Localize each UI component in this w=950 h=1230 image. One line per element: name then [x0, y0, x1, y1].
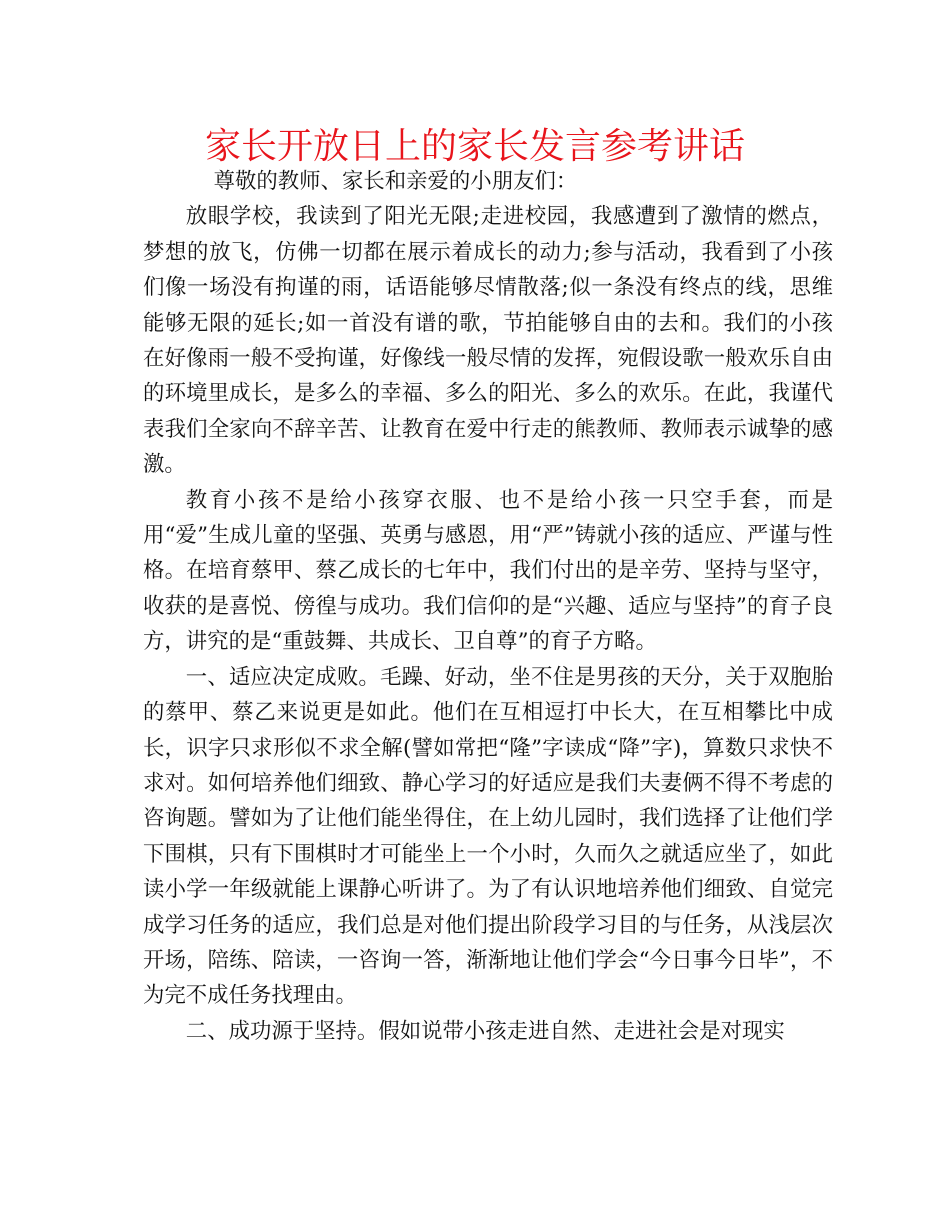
document-title: 家长开放日上的家长发言参考讲话	[204, 126, 745, 167]
paragraph-persistence: 二、成功源于坚持。假如说带小孩走进自然、走进社会是对现实	[185, 1018, 785, 1044]
paragraph-intro: 放眼学校，我读到了阳光无限;走进校园，我感遭到了激情的燃点，梦想的放飞，仿佛一切都在展示着成长的动力;参与活动，我看到了小孩们像一场没有拘谨的雨，话语能够尽情散落;似一条没有终点的线，思维能够无限的延长;如一首没有谱的歌，节拍能够自由的去和。我们的小孩在好像雨一般不受拘谨，好像线一般尽情的发挥，宛假设歌一般欢乐自由的环境里成长，是多么的幸福、多么的阳光、多么的欢乐。在此，我谨代表我们全家向不辞辛苦、让教育在爱中行走的熊教师、教师表示诚挚的感激。	[143, 204, 833, 478]
paragraph-education: 教育小孩不是给小孩穿衣服、也不是给小孩一只空手套，而是用“爱”生成儿童的坚强、英勇与感恩，用“严”铸就小孩的适应、严谨与性格。在培育蔡甲、蔡乙成长的七年中，我们付出的是辛劳、坚持与坚守，收获的是喜悦、傍徨与成功。我们信仰的是“兴趣、适应与坚持”的育子良方，讲究的是“重鼓舞、共成长、卫自尊”的育子方略。	[143, 487, 833, 655]
document-body	[143, 164, 833, 1049]
salutation: 尊敬的教师、家长和亲爱的小朋友们：	[213, 169, 578, 194]
paragraph-habits: 一、适应决定成败。毛躁、好动，坐不住是男孩的天分，关于双胞胎的蔡甲、蔡乙来说更是如此。他们在互相逗打中长大，在互相攀比中成长，识字只求形似不求全解(譬如常把“隆”字读成“降”字)，算数只求快不求对。如何培养他们细致、静心学习的好适应是我们夫妻俩不得不考虑的咨询题。譬如为了让他们能坐得住，在上幼儿园时，我们选择了让他们学下围棋，只有下围棋时才可能坐上一个小时，久而久之就适应坐了，如此读小学一年级就能上课静心听讲了。为了有认识地培养他们细致、自觉完成学习任务的适应，我们总是对他们提出阶段学习目的与任务，从浅层次开场，陪练、陪读，一咨询一答，渐渐地让他们学会“今日事今日毕”，不为完不成任务找理由。	[143, 664, 833, 1009]
